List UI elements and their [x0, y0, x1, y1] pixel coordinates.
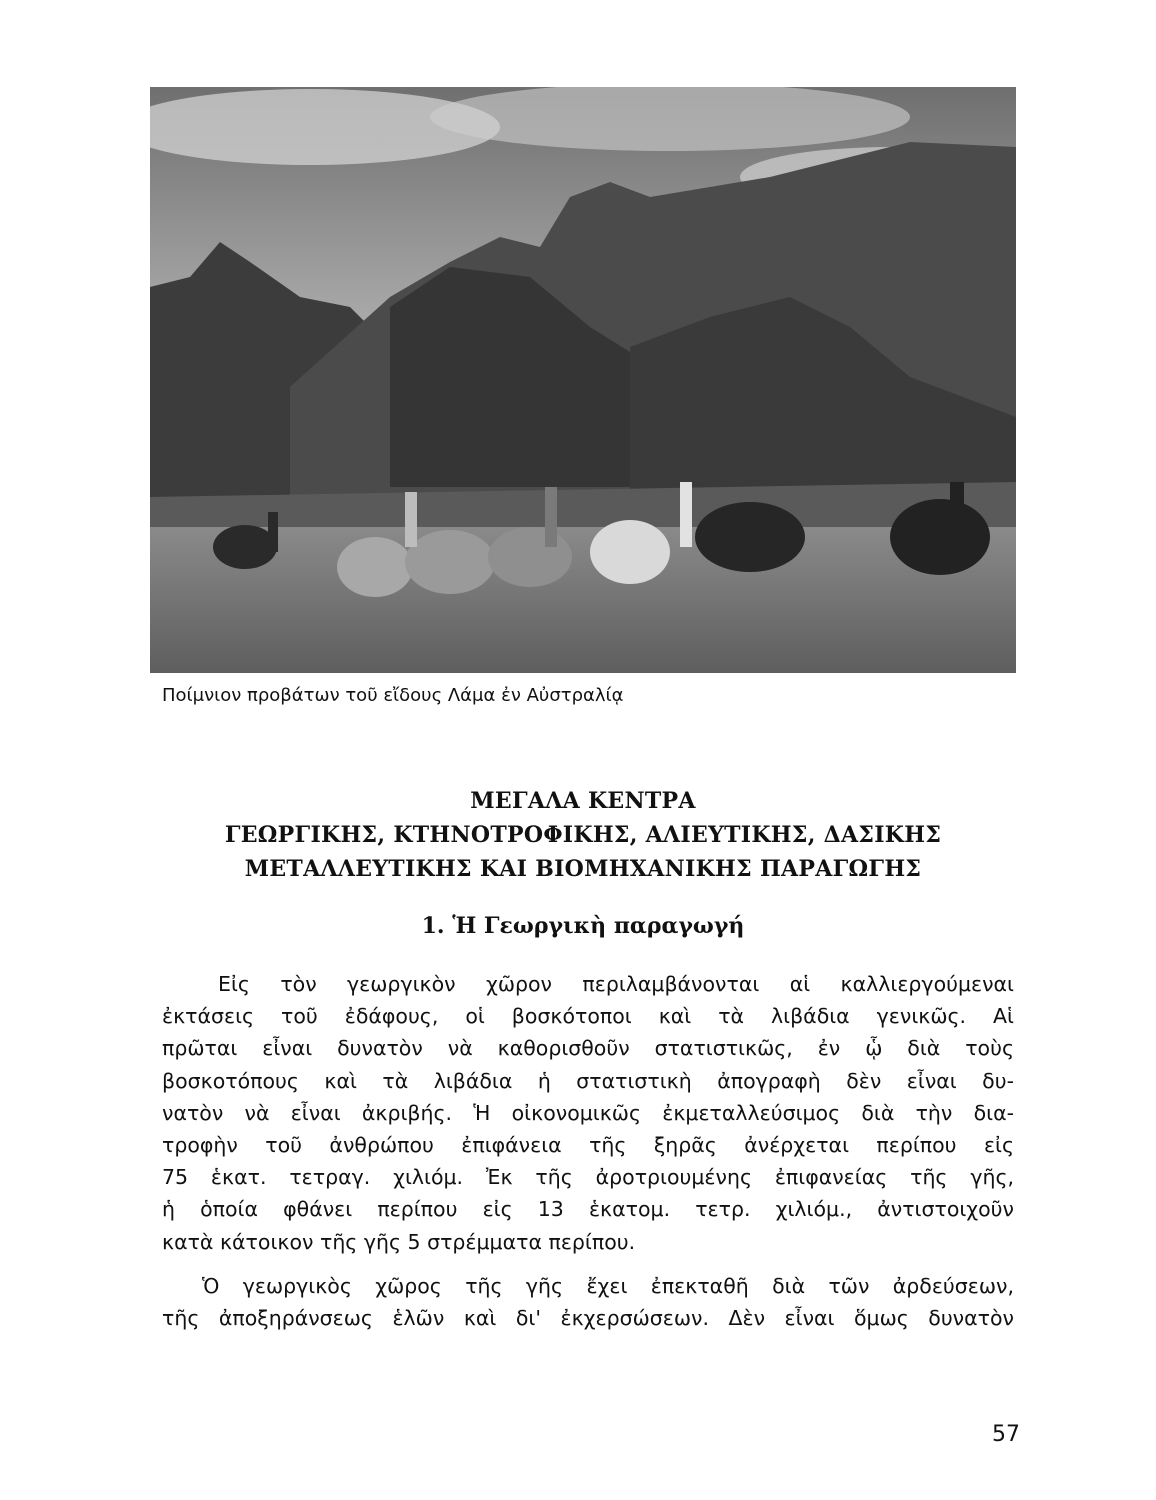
- photo-illustration: [150, 87, 1016, 673]
- heading-line-2: ΓΕΩΡΓΙΚΗΣ, ΚΤΗΝΟΤΡΟΦΙΚΗΣ, ΑΛΙΕΥΤΙΚΗΣ, ΔΑΣΙΚΗΣ: [224, 822, 942, 848]
- llama-neck: [268, 512, 278, 552]
- text-line: Ὁ γεωργικὸς χῶρος τῆς γῆς ἔχει ἐπεκταθῆ διὰ τῶν ἀρδεύσεων,: [202, 1273, 1014, 1298]
- paragraph: [162, 968, 1014, 1258]
- text-line: νατὸν νὰ εἶναι ἀκριβής. Ἡ οἰκονομικῶς ἐκμεταλλεύσιμος διὰ τὴν δια-: [162, 1100, 1014, 1125]
- text-line: ἐκτάσεις τοῦ ἐδάφους, οἱ βοσκότοποι καὶ τὰ λιβάδια γενικῶς. Αἱ: [162, 1004, 1014, 1029]
- body-text: [162, 968, 1014, 1334]
- llama-neck: [405, 492, 417, 547]
- heading-line-1: ΜΕΓΑΛΑ ΚΕΝΤΡΑ: [470, 788, 696, 814]
- llama-herd-photo: [150, 87, 1016, 673]
- text-line: κατὰ κάτοικον τῆς γῆς 5 στρέμματα περίπου.: [162, 1229, 636, 1254]
- text-line: βοσκοτόπους καὶ τὰ λιβάδια ἡ στατιστικὴ ἀπογραφὴ δὲν εἶναι δυ-: [162, 1068, 1014, 1093]
- chapter-heading: [150, 786, 1016, 884]
- page-number: 57: [992, 1422, 1020, 1447]
- text-line: ἡ ὁποία φθάνει περίπου εἰς 13 ἑκατομ. τετρ. χιλιόμ., ἀντιστοιχοῦν: [162, 1197, 1014, 1222]
- ground: [150, 527, 1016, 673]
- llama: [590, 520, 670, 584]
- text-line: τροφὴν τοῦ ἀνθρώπου ἐπιφάνεια τῆς ξηρᾶς ἀνέρχεται περίπου εἰς: [162, 1133, 1014, 1158]
- text-line: πρῶται εἶναι δυνατὸν νὰ καθορισθοῦν στατιστικῶς, ἐν ᾧ διὰ τοὺς: [162, 1036, 1014, 1061]
- text-line: 75 ἑκατ. τετραγ. χιλιόμ. Ἐκ τῆς ἀροτριουμένης ἐπιφανείας τῆς γῆς,: [162, 1165, 1014, 1190]
- photo-caption: Ποίμνιον προβάτων τοῦ εἴδους Λάμα ἐν Αὐστραλίᾳ: [162, 685, 624, 706]
- llama: [405, 530, 495, 594]
- llama: [213, 525, 277, 569]
- llama: [488, 527, 572, 587]
- text-line: τῆς ἀποξηράνσεως ἑλῶν καὶ δι' ἐκχερσώσεων. Δὲν εἶναι ὅμως δυνατὸν: [162, 1306, 1014, 1331]
- section-title: 1. Ἡ Γεωργικὴ παραγωγή: [421, 913, 745, 939]
- llama-neck: [680, 482, 692, 547]
- llama-neck: [545, 487, 557, 547]
- llama: [890, 499, 990, 575]
- llama-neck: [950, 482, 964, 537]
- llama: [695, 502, 805, 572]
- heading-line-3: ΜΕΤΑΛΛΕΥΤΙΚΗΣ ΚΑΙ ΒΙΟΜΗΧΑΝΙΚΗΣ ΠΑΡΑΓΩΓΗΣ: [244, 856, 922, 882]
- paragraph: [162, 1270, 1014, 1334]
- llama: [337, 537, 413, 597]
- text-line: Εἰς τὸν γεωργικὸν χῶρον περιλαμβάνονται αἱ καλλιεργούμεναι: [218, 972, 1014, 996]
